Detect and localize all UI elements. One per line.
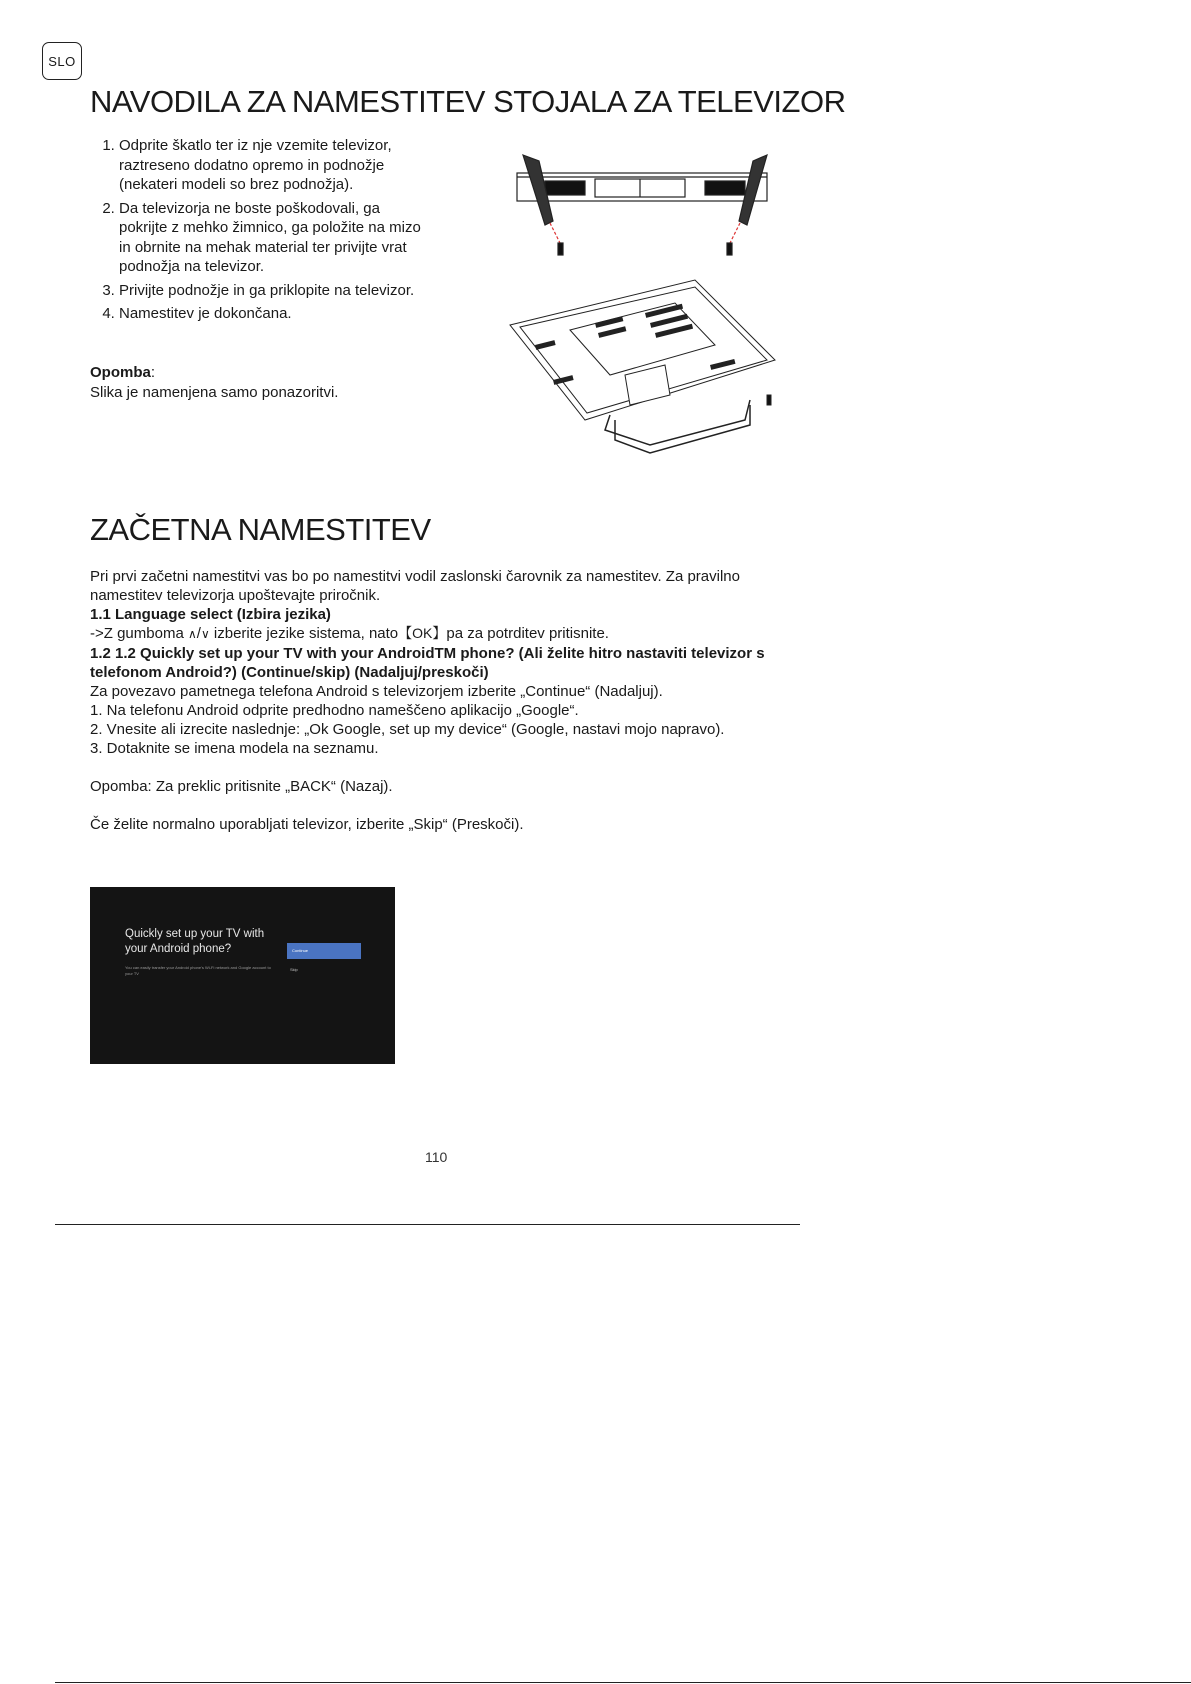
tv-back-illustration [505, 275, 780, 455]
android-line: Za povezavo pametnega telefona Android s televizorjem izberite „Continue“ (Nadaljuj). [90, 683, 663, 700]
divider [55, 1224, 800, 1225]
skip-note: Če želite normalno uporabljati televizor, izberite „Skip“ (Preskoči). [90, 816, 524, 833]
note-text: Slika je namenjena samo ponazoritvi. [90, 383, 339, 401]
language-select-instruction [90, 624, 790, 644]
lang-suffix: pa za potrditev pritisnite. [446, 625, 609, 642]
divider [55, 1682, 1191, 1683]
list-item: 2. Da televizorja ne boste poškodovali, ga pokrijte z mehko žimnico, ga položite na mizo in obrnite na mehak material ter privijte vrat podnožja na televizor. [119, 199, 430, 277]
setup-section-title: ZAČETNA NAMESTITEV [90, 512, 431, 547]
ok-key-label: 【OK】 [398, 625, 447, 641]
language-badge: SLO [42, 42, 82, 80]
note-label: Opomba [90, 364, 151, 381]
page-number: 110 [425, 1149, 448, 1165]
setup-intro: Pri prvi začetni namestitvi vas bo po namestitvi vodil zaslonski čarovnik za namestitev. Za pravilno namestitev televizorja upoštevajte priročnik. [90, 568, 740, 604]
android-setup-heading: 1.2 1.2 Quickly set up your TV with your AndroidTM phone? (Ali želite hitro nastaviti televizor s telefonom Android?) (Continue/skip) (Nadaljuj/preskoči) [90, 645, 765, 681]
list-item: 3. Privijte podnožje in ga priklopite na televizor. [119, 281, 430, 301]
list-item: 4. Namestitev je dokončana. [119, 304, 430, 324]
android-line: 3. Dotaknite se imena modela na seznamu. [90, 740, 379, 757]
lang-prefix: ->Z gumboma [90, 625, 184, 642]
stand-mount-illustration [505, 143, 780, 268]
language-select-heading: 1.1 Language select (Izbira jezika) [90, 606, 331, 623]
arrow-up-icon: ∧ [187, 627, 197, 641]
stand-note [90, 363, 338, 402]
lang-separator: / [196, 625, 201, 642]
screenshot-description: You can easily transfer your Android phone's Wi-Fi network and Google account to your TV [125, 965, 271, 976]
back-note: Opomba: Za preklic pritisnite „BACK“ (Nazaj). [90, 778, 393, 795]
tv-setup-screenshot [90, 887, 395, 1064]
android-line: 1. Na telefonu Android odprite predhodno nameščeno aplikacijo „Google“. [90, 702, 579, 719]
lang-middle: izberite jezike sistema, nato [213, 625, 399, 642]
continue-button[interactable]: Continue [287, 943, 361, 959]
arrow-down-icon: ∨ [200, 627, 210, 641]
setup-body [90, 567, 790, 834]
stand-steps-list [90, 136, 430, 328]
android-line: 2. Vnesite ali izrecite naslednje: „Ok Google, set up my device“ (Google, nastavi mojo napravo). [90, 721, 725, 738]
list-item: 1. Odprite škatlo ter iz nje vzemite televizor, raztreseno dodatno opremo in podnožje (nekateri modeli so brez podnožja). [119, 136, 430, 195]
note-colon: : [150, 364, 156, 381]
stand-section-title: NAVODILA ZA NAMESTITEV STOJALA ZA TELEVIZOR [90, 84, 846, 119]
skip-button[interactable]: Skip [290, 967, 298, 972]
screenshot-title: Quickly set up your TV with your Android phone? [125, 928, 265, 955]
